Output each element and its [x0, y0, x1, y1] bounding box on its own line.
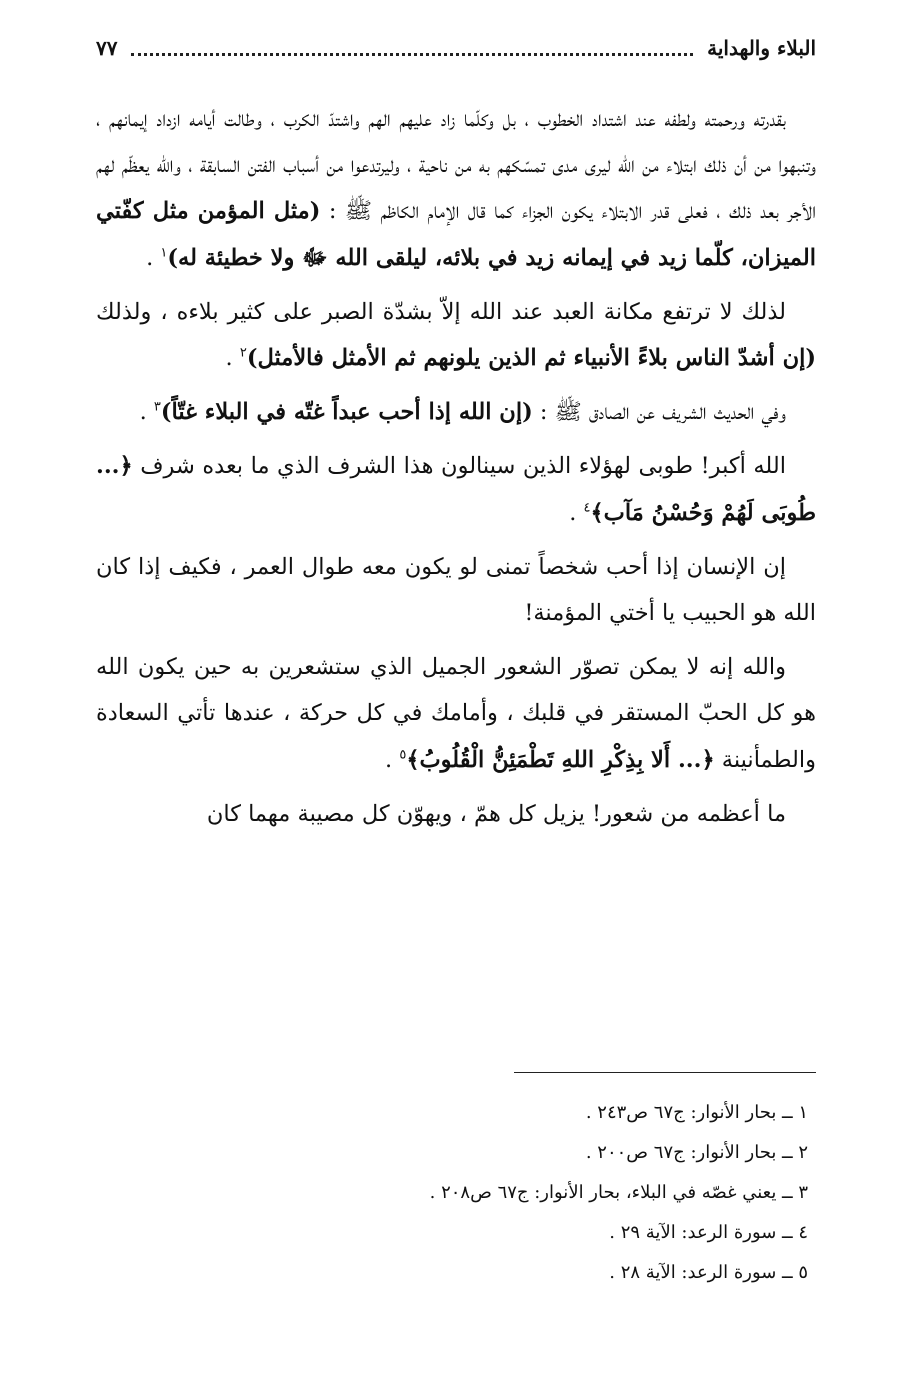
footnote-item: ١ ــ بحار الأنوار: ج٦٧ ص٢٤٣ . [585, 1102, 808, 1123]
paragraph-text: وفي الحديث الشريف عن الصادق ﷺ : [532, 399, 786, 426]
paragraph [96, 389, 816, 435]
quotation: ﴿... طُوبَى لَهُمْ وَحُسْنُ مَآب﴾ [96, 453, 816, 526]
footnotes [96, 1093, 816, 1293]
page-number: ٧٧ [96, 36, 118, 60]
quotation: (إن أشدّ الناس بلاءً الأنبياء ثم الذين يلونهم ثم الأمثل فالأمثل) [246, 345, 816, 372]
paragraph-text: . [569, 499, 584, 526]
footnote-separator [514, 1072, 816, 1073]
running-header [96, 30, 816, 66]
paragraph-text: إن الإنسان إذا أحب شخصاً تمنى لو يكون معه طوال العمر ، فكيف إذا كان الله هو الحبيب يا أختي المؤمنة! [96, 553, 816, 627]
paragraph-text: . [385, 746, 400, 773]
paragraph-text: لذلك لا ترتفع مكانة العبد عند الله إلاّ بشدّة الصبر على كثير بلاءه ، ولذلك [96, 298, 786, 325]
quotation: (مثل المؤمن مثل كفّتي الميزان، كلّما زيد في إيمانه زيد في بلائه، ليلقى الله ﷻ ولا خطيئة له) [96, 198, 816, 271]
quotation: (إن الله إذا أحب عبداً غتّه في البلاء غتّاً) [160, 399, 533, 426]
paragraph-text: . [225, 345, 240, 372]
header-title: البلاء والهداية [707, 36, 816, 60]
header-dot-leader [131, 53, 693, 56]
footnote-item: ٤ ــ سورة الرعد: الآية ٢٩ . [609, 1222, 808, 1243]
footnote-ref: ١ [160, 245, 168, 261]
paragraph-text: . [146, 244, 161, 271]
paragraph-text: والله إنه لا يمكن تصوّر الشعور الجميل الذي ستشعرين به حين يكون الله هو كل الحبّ المستقر في قلبك ، وأمامك في كل حركة ، عندها تأتي السعادة والطمأنينة [96, 654, 816, 773]
footnote-ref: ٣ [153, 399, 161, 415]
paragraph-text: ما أعظمه من شعور! يزيل كل همّ ، ويهوّن كل مصيبة مهما كان [206, 800, 786, 827]
footnote-ref: ٤ [583, 500, 591, 516]
paragraph-text: بقدرته ورحمته ولطفه عند اشتداد الخطوب ، بل وكلّما زاد عليهم الهم واشتدّ الكرب ، وطالت أيامه ازداد إيمانهم ، وتنبهوا من أن ذلك ابتلاء من الله ليرى مدى تمسّكهم به من ناحية ، وليرتدعوا من أسباب الفتن السابقة ، والله يعظّم لهم الأجر بعد ذلك ، فعلى قدر الابتلاء يكون الجزاء كما قال الإمام الكاظم ﷺ : [96, 106, 817, 225]
footnote-ref: ٢ [239, 345, 247, 361]
paragraph [96, 544, 816, 636]
footnote-ref: ٥ [399, 747, 407, 763]
paragraph-text: . [139, 399, 154, 426]
paragraph [96, 644, 816, 783]
paragraph [96, 96, 816, 281]
paragraph [96, 443, 816, 535]
footnote-item: ٣ ــ يعني غصّه في البلاء، بحار الأنوار: ج٦٧ ص٢٠٨ . [429, 1182, 808, 1203]
quotation: ﴿... أَلا بِذِكْرِ اللهِ تَطْمَئِنُّ الْقُلُوبُ﴾ [406, 746, 715, 773]
footnote-item: ٢ ــ بحار الأنوار: ج٦٧ ص٢٠٠ . [585, 1142, 808, 1163]
paragraph [96, 791, 816, 837]
paragraph [96, 289, 816, 381]
paragraph-text: الله أكبر! طوبى لهؤلاء الذين سينالون هذا الشرف الذي ما بعده شرف [132, 453, 786, 480]
footnote-item: ٥ ــ سورة الرعد: الآية ٢٨ . [609, 1262, 808, 1283]
body-text [96, 96, 816, 845]
